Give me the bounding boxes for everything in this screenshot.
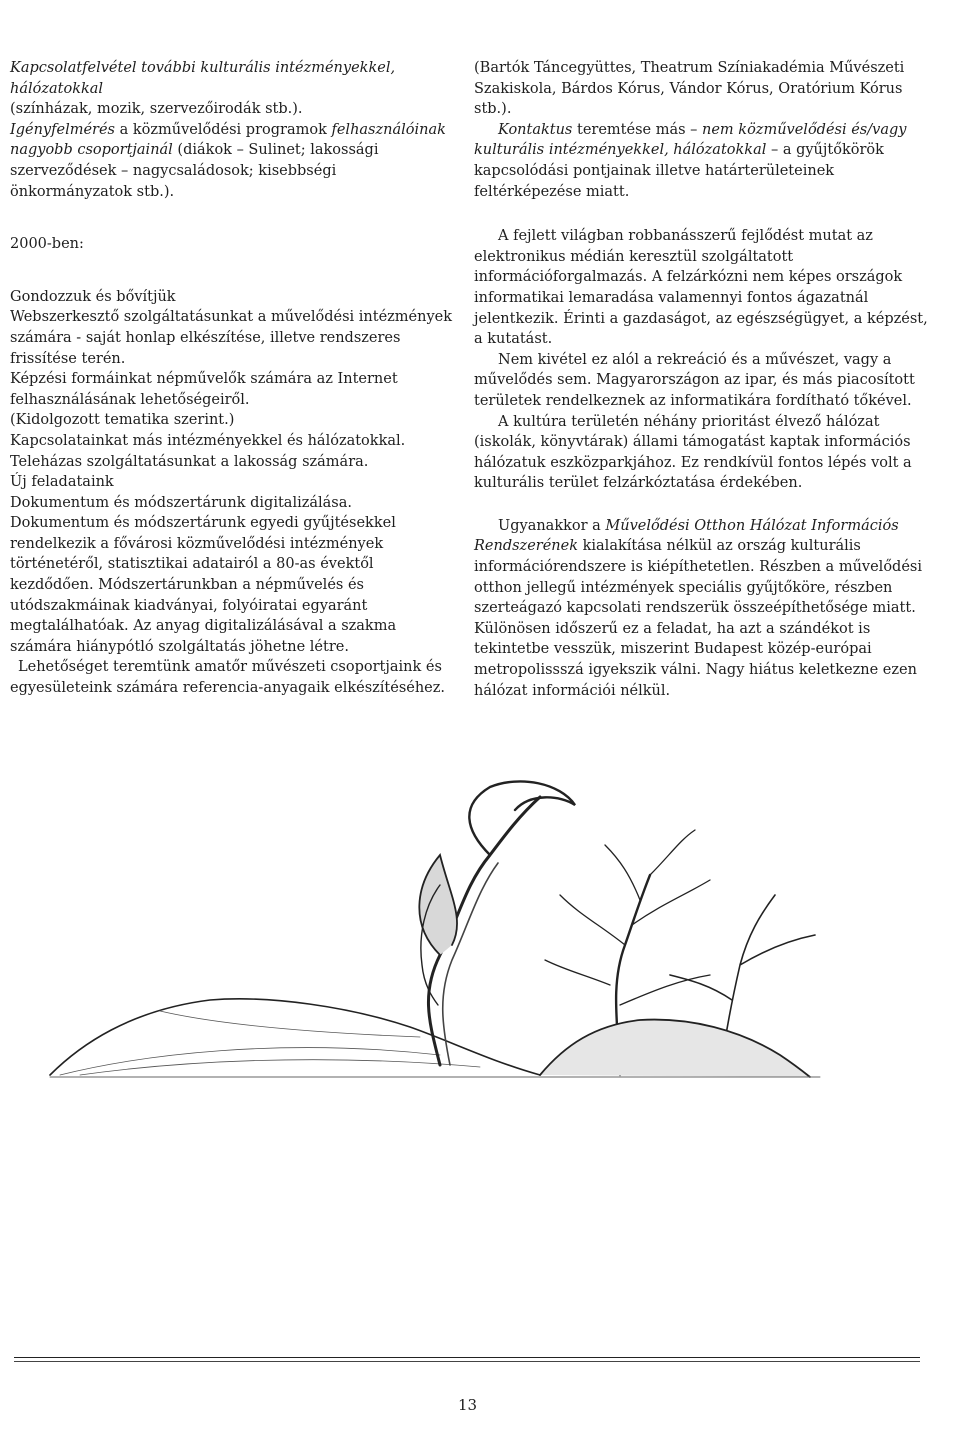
rock-mound — [540, 1020, 810, 1077]
paragraph: Igényfelmérés a közművelődési programok felhasználóinak nagyobb csoportjainál (diákok – Sulinet; lakossági szerveződések – nagycsaládosok; kisebbségi önkormányzatok stb.). — [10, 121, 446, 200]
paragraph: Dokumentum és módszertárunk digitalizálása. — [10, 494, 352, 511]
paragraph: A kultúra területén néhány prioritást élvező hálózat (iskolák, könyvtárak) állami támogatást kaptak információs hálózatuk eszközparkjához. Ez rendkívül fontos lépés volt a kulturális terület felzárkóztatása érdekében. — [474, 413, 912, 492]
paragraph: Lehetőséget teremtünk amatőr művészeti csoportjaink és egyesületeink számára referencia-anyagaik elkészítéséhez. — [10, 659, 446, 697]
right-column — [474, 58, 932, 701]
paragraph: Kapcsolatainkat más intézményekkel és hálózatokkal. — [10, 432, 406, 449]
left-column — [10, 58, 455, 699]
dune-shading — [60, 1011, 480, 1075]
paragraph: Gondozzuk és bővítjük — [10, 288, 176, 305]
paragraph: Új feladataink — [10, 474, 114, 491]
surreal-tree-illustration — [20, 775, 950, 1105]
footer-rule — [14, 1357, 920, 1358]
paragraph: (Bartók Táncegyüttes, Theatrum Színiakadémia Művészeti Szakiskola, Bárdos Kórus, Vándor Kórus, Oratórium Kórus stb.). — [474, 60, 905, 118]
year-heading: 2000-ben: — [10, 236, 84, 253]
paragraph: Kontaktus teremtése más – nem közművelődési és/vagy kulturális intézményekkel, hálózatokkal – a gyűjtőkörök kapcsolódási pontjainak illetve határterületeinek feltérképezése miatt. — [474, 121, 907, 200]
paragraph: Nem kivétel ez alól a rekreáció és a művészet, vagy a művelődés sem. Magyarországon az ipar, és más piacosított területek rendelkeznek az informatikára fordítható tőkével. — [474, 351, 915, 409]
dune-shape — [50, 999, 540, 1075]
flame-lobe — [419, 855, 457, 955]
horned-head — [469, 781, 575, 855]
paragraph: (Kidolgozott tematika szerint.) — [10, 412, 235, 429]
paragraph: Képzési formáinkat népművelők számára az Internet felhasználásának lehetőségeiről. — [10, 371, 398, 408]
paragraph: Dokumentum és módszertárunk egyedi gyűjtésekkel rendelkezik a fővárosi közművelődési intézmények történetéről, statisztikai adatairól a 80-as évektől kezdődően. Módszertárunkban a népművelés és utódszakmáinak kiadványai, folyóiratai egyaránt megtalálhatóak. Az anyag digitalizálásával a szakma számára hiánypótló szolgáltatás jöhetne létre. — [10, 515, 397, 655]
paragraph: Kapcsolatfelvétel további kulturális intézményekkel, hálózatokkal (színházak, mozik, szervezőirodák stb.). — [10, 60, 396, 118]
paragraph: Teleházas szolgáltatásunkat a lakosság számára. — [10, 453, 369, 470]
paragraph: A fejlett világban robbanásszerű fejlődést mutat az elektronikus médián keresztül szolgáltatott információforgalmazás. A felzárkózni nem képes országok informatikai lemaradása valamennyi fontos ágazatnál jelentkezik. Érinti a gazdaságot, az egészségügyet, a képzést, a kutatást. — [474, 228, 928, 348]
paragraph: Ugyanakkor a Művelődési Otthon Hálózat Információs Rendszerének kialakítása nélkül az ország kulturális információrendszere is kiépíthetetlen. Részben a művelődési otthon jellegű intézmények speciális gyűjtőköre, részben szerteágazó kapcsolati rendszerük összeépíthetősége miatt. Különösen időszerű ez a feladat, ha azt a szándékot is tekintetbe vesszük, miszerint Budapest közép-európai metropolissszá igyekszik válni. Nagy hiátus keletkezne ezen hálózat információi nélkül. — [474, 517, 922, 699]
footer-rule-thin — [14, 1361, 920, 1362]
paragraph: Webszerkesztő szolgáltatásunkat a művelődési intézmények számára - saját honlap elkészítése, illetve rendszeres frissítése terén. — [10, 309, 453, 367]
page-number: 13 — [458, 1396, 478, 1414]
